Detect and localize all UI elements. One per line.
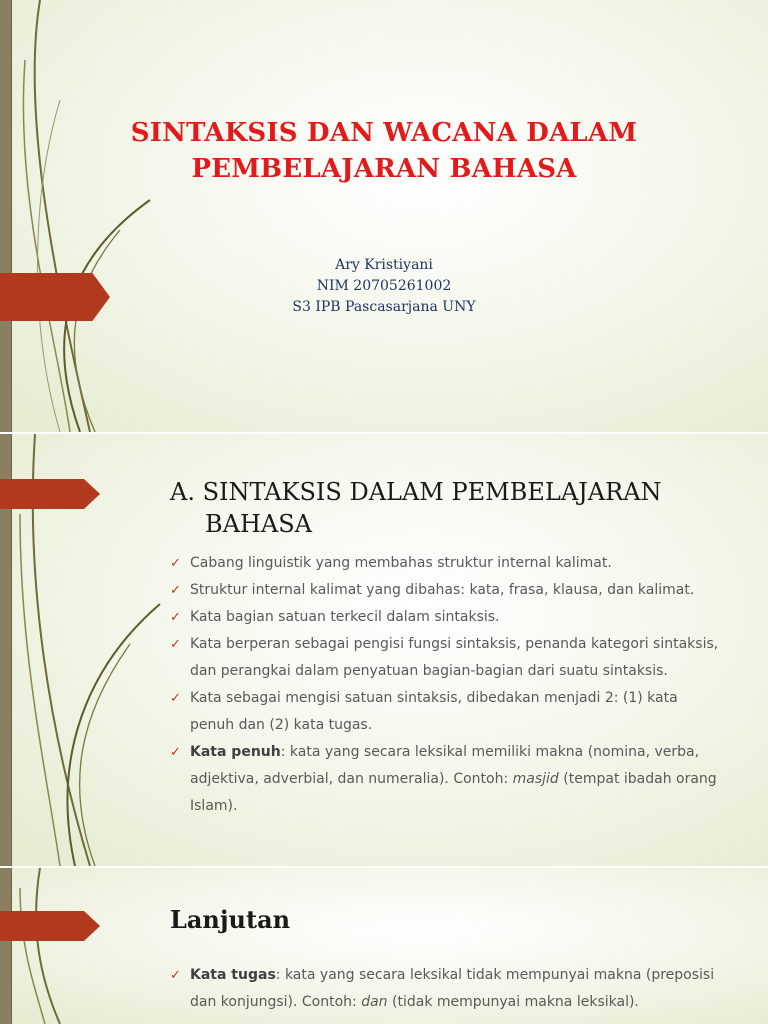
check-icon: ✓ bbox=[170, 745, 181, 760]
list-item: ✓ Kata berperan sebagai pengisi fungsi sintaksis, penanda kategori sintaksis, dan perangkai dalam penyatuan bagian-bagian dari suatu sintaksis. bbox=[170, 631, 725, 685]
check-icon: ✓ bbox=[170, 637, 181, 652]
list-item: ✓ Kata tugas: kata yang secara leksikal tidak mempunyai makna (preposisi dan konjungsi). Contoh: dan (tidak mempunyai makna leksikal). bbox=[170, 962, 725, 1016]
bullet-list bbox=[170, 550, 725, 820]
author-block bbox=[0, 255, 768, 318]
list-item: ✓ Kata sebagai mengisi satuan sintaksis, dibedakan menjadi 2: (1) kata penuh dan (2) kata tugas. bbox=[170, 685, 725, 739]
title-slide bbox=[0, 0, 768, 432]
check-icon: ✓ bbox=[170, 610, 181, 625]
list-item: ✓ Struktur internal kalimat yang dibahas: kata, frasa, klausa, dan kalimat. bbox=[170, 577, 725, 604]
author-name: Ary Kristiyani bbox=[335, 257, 433, 273]
section-heading: Lanjutan bbox=[170, 905, 291, 934]
check-icon: ✓ bbox=[170, 583, 181, 598]
author-nim: NIM 20705261002 bbox=[316, 278, 452, 294]
check-icon: ✓ bbox=[170, 968, 181, 983]
list-item: ✓ Kata penuh: kata yang secara leksikal memiliki makna (nomina, verba, adjektiva, adverbial, dan numeralia). Contoh: masjid (tempat ibadah orang Islam). bbox=[170, 739, 725, 820]
section-heading: A. SINTAKSIS DALAM PEMBELAJARAN BAHASA bbox=[170, 478, 662, 538]
accent-tab bbox=[0, 479, 100, 509]
list-item: ✓ Cabang linguistik yang membahas struktur internal kalimat. bbox=[170, 550, 725, 577]
author-program: S3 IPB Pascasarjana UNY bbox=[292, 299, 476, 315]
check-icon: ✓ bbox=[170, 556, 181, 571]
decorative-swirl bbox=[0, 0, 200, 432]
slide-title: SINTAKSIS DAN WACANA DALAM PEMBELAJARAN BAHASA bbox=[130, 118, 638, 184]
bullet-list bbox=[170, 962, 725, 1016]
list-item: ✓ Kata bagian satuan terkecil dalam sintaksis. bbox=[170, 604, 725, 631]
accent-tab bbox=[0, 911, 100, 941]
check-icon: ✓ bbox=[170, 691, 181, 706]
